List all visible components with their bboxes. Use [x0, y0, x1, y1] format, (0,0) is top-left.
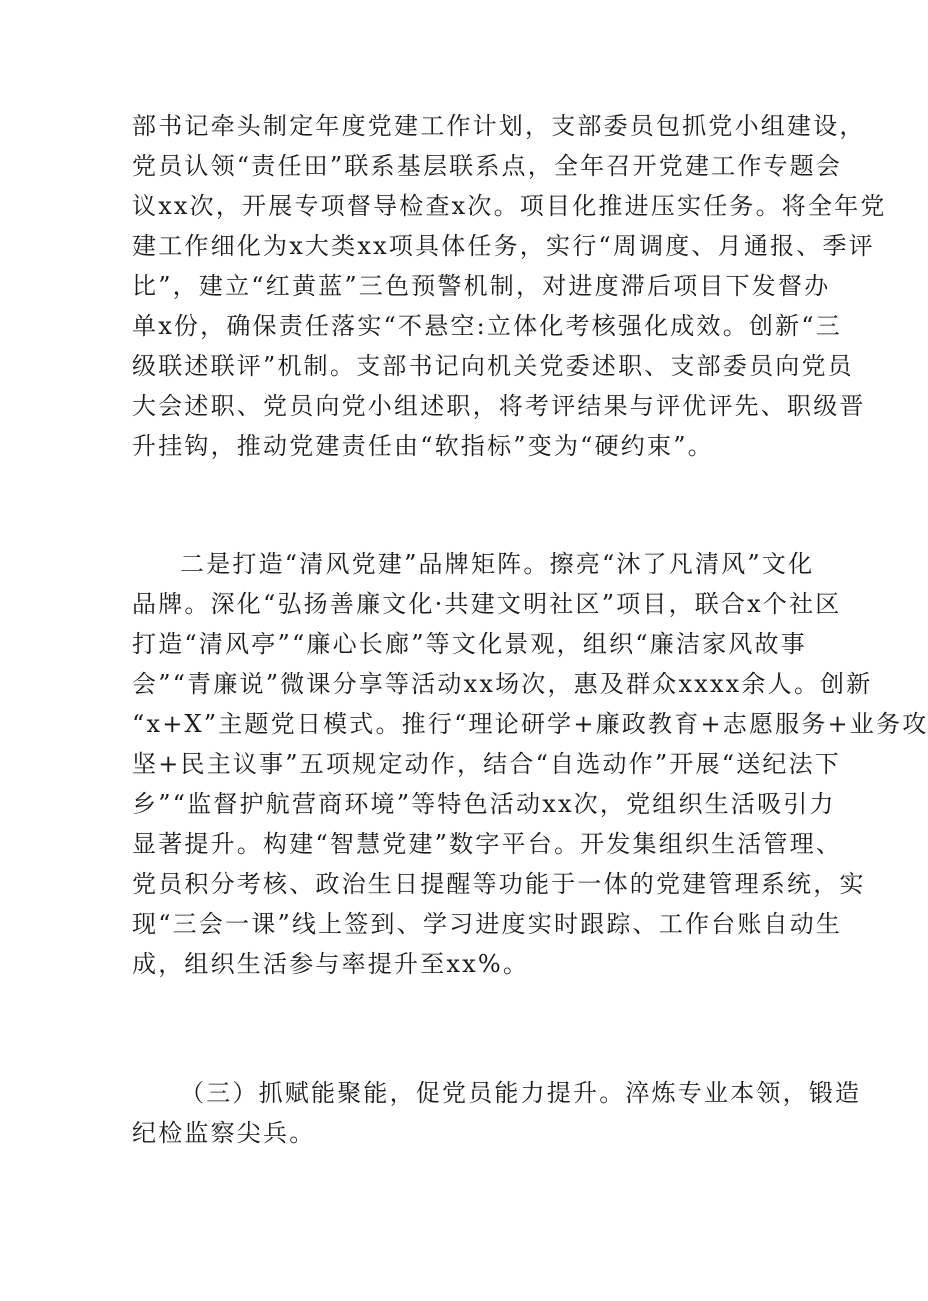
text-line: 议xx次，开展专项督导检查x次。项目化推进压实任务。将全年党: [132, 192, 887, 220]
text-line: 建工作细化为x大类xx项具体任务，实行“周调度、月通报、季评: [132, 232, 875, 260]
text-line: 单x份，确保责任落实“不悬空:立体化考核强化成效。创新“三: [132, 312, 842, 340]
text-line: 成，组织生活参与率提升至xx%。: [132, 950, 530, 978]
text-line: 现“三会一课”线上签到、学习进度实时跟踪、工作台账自动生: [132, 910, 843, 938]
text-line: “x+X”主题党日模式。推行“理论研学+廉政教育+志愿服务+业务攻: [132, 710, 928, 738]
text-line: 坚+民主议事”五项规定动作，结合“自选动作”开展“送纪法下: [132, 750, 841, 778]
paragraph-brand-matrix: [132, 544, 928, 984]
text-line: 升挂钩，推动党建责任由“软指标”变为“硬约束”。: [132, 432, 714, 460]
text-line: 级联述联评”机制。支部书记向机关党委述职、支部委员向党员: [132, 352, 854, 380]
text-line: 品牌。深化“弘扬善廉文化·共建文明社区”项目，联合x个社区: [132, 590, 842, 618]
text-line: 纪检监察尖兵。: [132, 1119, 316, 1147]
text-line: 党员认领“责任田”联系基层联系点，全年召开党建工作专题会: [132, 152, 843, 180]
paragraph-capability: [132, 1073, 862, 1153]
text-line: 显著提升。构建“智慧党建”数字平台。开发集组织生活管理、: [132, 830, 843, 858]
text-line: 二是打造“清风党建”品牌矩阵。擦亮“沐了凡清风”文化: [180, 550, 815, 578]
text-line: （三）抓赋能聚能，促党员能力提升。淬炼专业本领，锻造: [180, 1079, 862, 1107]
text-line: 部书记牵头制定年度党建工作计划，支部委员包抓党小组建设，: [132, 112, 866, 140]
text-line: 党员积分考核、政治生日提醒等功能于一体的党建管理系统，实: [132, 870, 866, 898]
text-line: 打造“清风亭”“廉心长廊”等文化景观，组织“廉洁家风故事: [132, 630, 807, 658]
text-line: 大会述职、党员向党小组述职，将考评结果与评优评先、职级晋: [132, 392, 866, 420]
paragraph-continued-responsibility: [132, 106, 887, 466]
text-line: 会”“青廉说”微课分享等活动xx场次，惠及群众xxxx余人。创新: [132, 670, 873, 698]
text-line: 乡”“监督护航营商环境”等特色活动xx次，党组织生活吸引力: [132, 790, 836, 818]
text-line: 比”，建立“红黄蓝”三色预警机制，对进度滞后项目下发督办: [132, 272, 831, 300]
